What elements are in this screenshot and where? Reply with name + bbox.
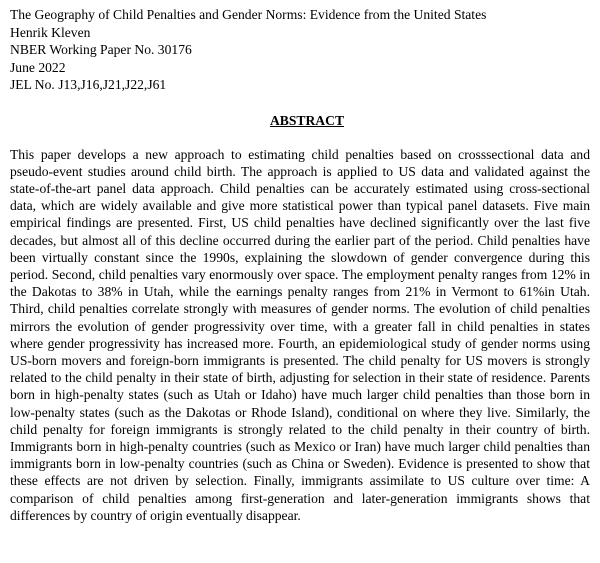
- paper-author: Henrik Kleven: [10, 24, 91, 40]
- paper-series: NBER Working Paper No. 30176: [10, 42, 192, 58]
- abstract-body: This paper develops a new approach to estimating child penalties based on crosssectional data and pseudo-event studies around child birth. The approach is applied to US data and validated against the state-of-the-art panel data approach. Child penalties can be accurately estimated using cross-sectional data, which are widely available and give more statistical power than typical panel datasets. Five main empirical findings are presented. First, US child penalties have declined significantly over the last five decades, but almost all of this decline occurred during the earlier part of the period. Child penalties have been virtually constant since the 1990s, explaining the slowdown of gender convergence during this period. Second, child penalties vary enormously over space. The employment penalty ranges from 12% in the Dakotas to 38% in Utah, while the earnings penalty ranges from 21% in Vermont to 61%in Utah. Third, child penalties correlate strongly with measures of gender norms. The evolution of child penalties mirrors the evolution of gender progressivity over time, with a greater fall in child penalties in states where gender progressivity has increased more. Fourth, an epidemiological study of gender norms using US-born movers and foreign-born immigrants is presented. The child penalty for US movers is strongly related to the child penalty in their state of birth, adjusting for selection in their state of residence. Parents born in high-penalty states (such as Utah or Idaho) have much larger child penalties than those born in low-penalty states (such as the Dakotas or Rhode Island), conditional on where they live. Similarly, the child penalty for foreign immigrants is strongly related to the child penalty in their country of birth. Immigrants born in high-penalty countries (such as Mexico or Iran) have much larger child penalties than immigrants born in low-penalty countries (such as China or Sweden). Evidence is presented to show that these effects are not driven by selection. Finally, immigrants assimilate to US culture over time: A comparison of child penalties among first-generation and later-generation immigrants shows that differences by country of origin eventually disappear.: [10, 146, 590, 523]
- paper-jel-codes: JEL No. J13,J16,J21,J22,J61: [10, 77, 167, 93]
- paper-metadata: [10, 6, 590, 94]
- paper-date: June 2022: [10, 59, 66, 75]
- paper-title: The Geography of Child Penalties and Gender Norms: Evidence from the United States: [10, 7, 487, 22]
- abstract-heading: ABSTRACT: [269, 112, 345, 128]
